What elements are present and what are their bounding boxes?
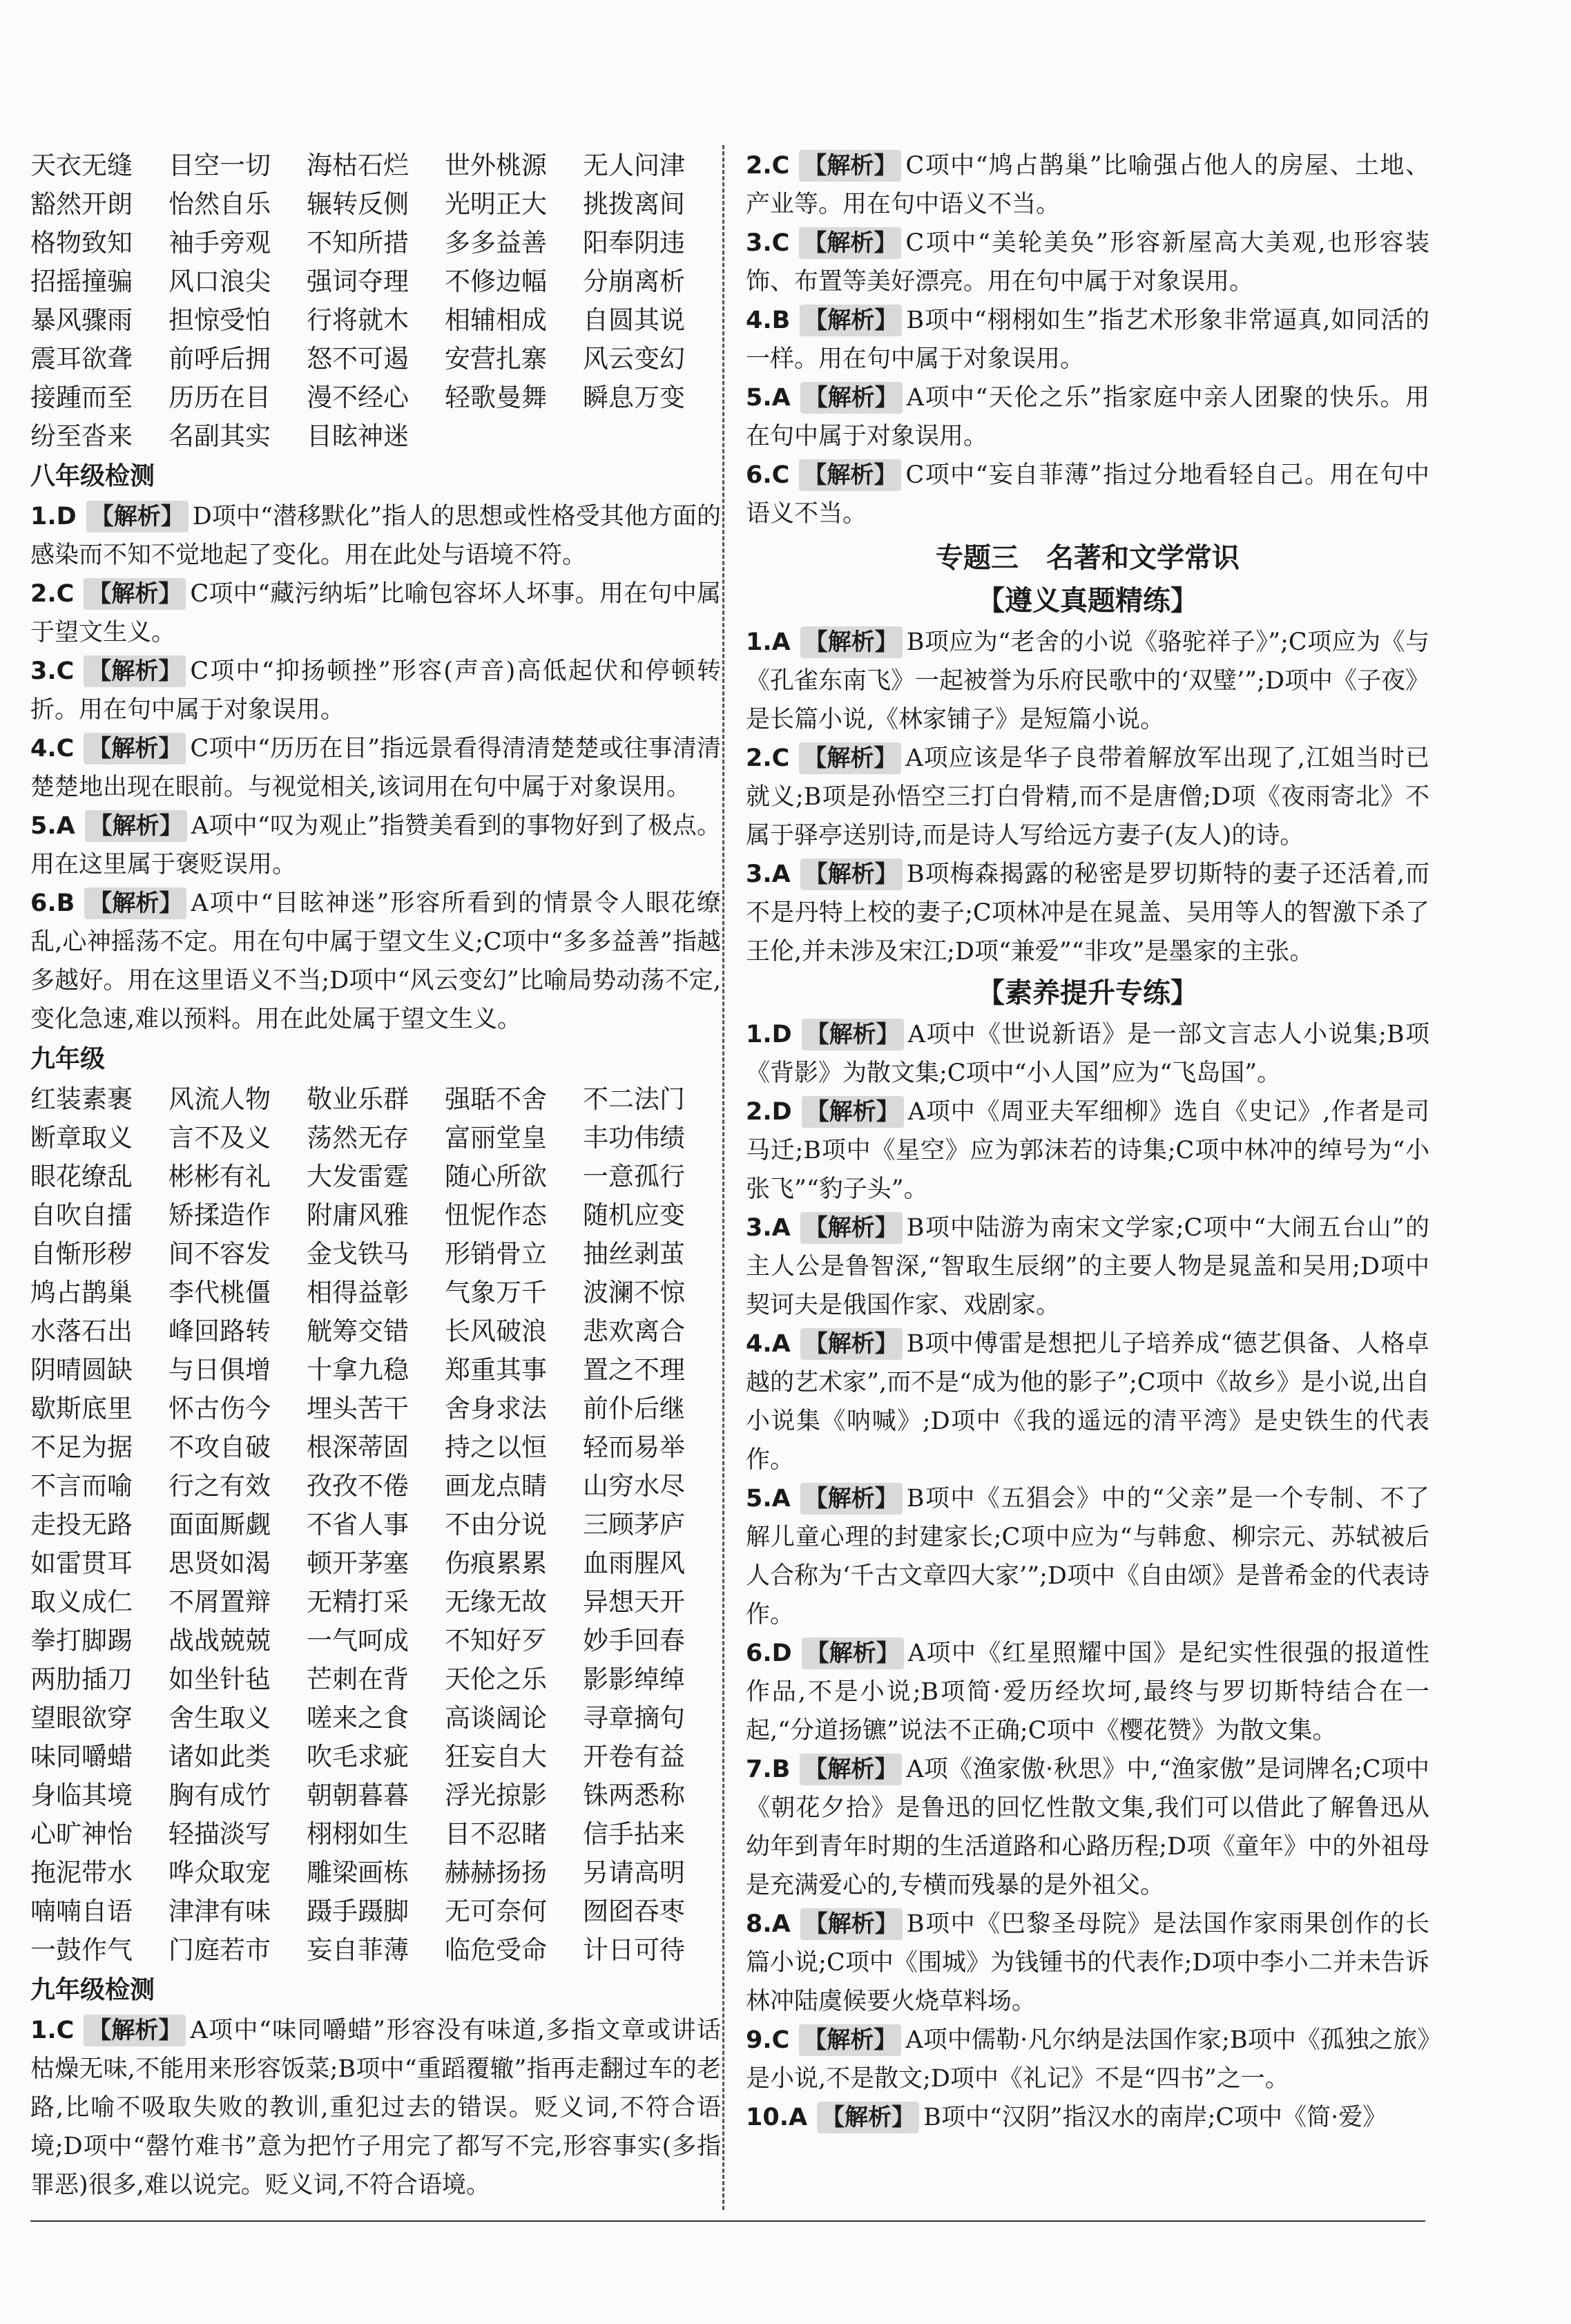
analysis-tag: 【解析】	[800, 1328, 903, 1360]
idiom-grid-grade8	[30, 146, 721, 456]
answer-item	[746, 1209, 1429, 1325]
idiom-cell: 临危受命	[445, 1935, 547, 1965]
idiom-cell: 另请高明	[583, 1858, 685, 1888]
idiom-cell: 不言而喻	[30, 1471, 133, 1501]
idiom-cell: 阴晴圆缺	[30, 1355, 133, 1385]
idiom-cell: 置之不理	[583, 1355, 685, 1385]
column-divider	[722, 145, 724, 2210]
answer-item	[30, 729, 721, 807]
idiom-cell: 豁然开朗	[30, 189, 133, 219]
idiom-cell: 妄自菲薄	[307, 1935, 409, 1965]
idiom-cell: 天伦之乐	[445, 1664, 547, 1694]
answer-number: 5.A	[30, 812, 75, 840]
idiom-cell: 荡然无存	[307, 1123, 409, 1153]
analysis-tag: 【解析】	[799, 742, 901, 774]
topic3-title: 专题三 名著和文学常识	[936, 542, 1240, 574]
idiom-cell: 舍生取义	[168, 1703, 271, 1733]
analysis-tag: 【解析】	[800, 382, 903, 414]
idiom-cell: 狂妄自大	[445, 1742, 547, 1771]
analysis-tag: 【解析】	[800, 858, 903, 890]
idiom-cell: 持之以恒	[445, 1432, 547, 1462]
idiom-cell: 接踵而至	[30, 383, 133, 412]
answer-text: A项中《世说新语》是一部文言志人小说集;B项《背影》为散文集;C项中“小人国”应为“飞岛国”。	[746, 1021, 1429, 1087]
analysis-tag: 【解析】	[799, 150, 901, 182]
grade9-answers-left	[30, 2011, 721, 2205]
answer-item	[30, 497, 721, 575]
left-column	[30, 146, 721, 2205]
idiom-cell: 栩栩如生	[307, 1819, 409, 1849]
answer-number: 6.D	[746, 1640, 792, 1667]
answer-number: 4.B	[746, 307, 791, 334]
idiom-cell: 浮光掠影	[445, 1780, 547, 1810]
idiom-cell: 赫赫扬扬	[445, 1858, 547, 1888]
idiom-cell: 寻章摘句	[583, 1703, 685, 1733]
idiom-cell: 不知所措	[307, 228, 409, 258]
idiom-cell: 波澜不惊	[583, 1278, 685, 1307]
answer-text: A项中“目眩神迷”形容所看到的情景令人眼花缭乱,心神摇荡不定。用在句中属于望文生义;C项中“多多益善”指越多越好。用在这里语义不当;D项中“风云变幻”比喻局势动荡不定,变化急速,难以预料。用在此处属于望文生义。	[30, 890, 721, 1033]
answer-number: 4.A	[746, 1330, 791, 1358]
idiom-cell: 不由分说	[445, 1510, 547, 1539]
answer-item	[746, 146, 1429, 224]
idiom-cell: 安营扎寨	[445, 344, 547, 374]
answer-text: C项中“妄自菲薄”指过分地看轻自己。用在句中语义不当。	[746, 461, 1429, 528]
idiom-cell: 前仆后继	[583, 1394, 685, 1423]
idiom-cell: 峰回路转	[168, 1316, 271, 1346]
idiom-cell: 如坐针毡	[168, 1664, 271, 1694]
answer-number: 6.B	[30, 890, 75, 917]
idiom-cell: 诸如此类	[168, 1742, 271, 1771]
idiom-cell: 海枯石烂	[307, 151, 409, 180]
answer-text: C项中“美轮美奂”形容新屋高大美观,也形容装饰、布置等美好漂亮。用在句中属于对象误用。	[746, 229, 1429, 296]
idiom-cell: 一意孤行	[583, 1162, 685, 1191]
answer-number: 4.C	[30, 735, 75, 762]
idiom-cell: 彬彬有礼	[168, 1162, 271, 1191]
idiom-cell: 十拿九稳	[307, 1355, 409, 1385]
idiom-cell: 眼花缭乱	[30, 1162, 133, 1191]
idiom-cell: 大发雷霆	[307, 1162, 409, 1191]
idiom-cell: 血雨腥风	[583, 1548, 685, 1578]
answer-item	[746, 1750, 1429, 1905]
idiom-cell: 不省人事	[307, 1510, 409, 1539]
idiom-cell: 计日可待	[583, 1935, 685, 1965]
answer-text: B项应为“老舍的小说《骆驼祥子》”;C项应为《与《孔雀东南飞》一起被誉为乐府民歌中的‘双璧’”;D项中《子夜》是长篇小说,《林家铺子》是短篇小说。	[746, 628, 1429, 733]
analysis-tag: 【解析】	[800, 626, 903, 658]
answer-number: 7.B	[746, 1756, 791, 1783]
idiom-cell: 开卷有益	[583, 1742, 685, 1771]
idiom-cell: 高谈阔论	[445, 1703, 547, 1733]
grade9-check-heading: 九年级检测	[30, 1976, 155, 2004]
grade8-answers	[30, 497, 721, 1039]
answer-text: B项中《巴黎圣母院》是法国作家雨果创作的长篇小说;C项中《围城》为钱锺书的代表作;D项中李小二并未告诉林冲陆虞候要火烧草料场。	[746, 1910, 1429, 2015]
idiom-cell: 怒不可遏	[307, 344, 409, 374]
idiom-cell: 影影绰绰	[583, 1664, 685, 1694]
answer-text: A项中“叹为观止”指赞美看到的事物好到了极点。用在这里属于褒贬误用。	[30, 812, 721, 878]
analysis-tag: 【解析】	[802, 1019, 904, 1050]
idiom-cell: 历历在目	[168, 383, 271, 412]
idiom-cell: 拳打脚踢	[30, 1626, 133, 1655]
idiom-cell: 孜孜不倦	[307, 1471, 409, 1501]
answer-number: 1.D	[746, 1021, 792, 1048]
answer-number: 3.C	[746, 229, 790, 257]
idiom-cell: 哗众取宠	[168, 1858, 271, 1888]
idiom-cell: 门庭若市	[168, 1935, 271, 1965]
idiom-cell: 担惊受怕	[168, 305, 271, 335]
idiom-cell: 前呼后拥	[168, 344, 271, 374]
idiom-cell: 舍身求法	[445, 1394, 547, 1423]
idiom-cell: 不屑置辩	[168, 1587, 271, 1617]
idiom-cell: 挑拨离间	[583, 189, 685, 219]
idiom-cell: 悲欢离合	[583, 1316, 685, 1346]
idiom-cell: 望眼欲穿	[30, 1703, 133, 1733]
idiom-cell: 多多益善	[445, 228, 547, 258]
answer-text: A项应该是华子良带着解放军出现了,江姐当时已就义;B项是孙悟空三打白骨精,而不是唐僧;D项《夜雨寄北》不属于驿亭送别诗,而是诗人写给远方妻子(友人)的诗。	[746, 745, 1429, 849]
idiom-cell: 相得益彰	[307, 1278, 409, 1307]
idiom-cell: 目不忍睹	[445, 1819, 547, 1849]
idiom-cell: 伤痕累累	[445, 1548, 547, 1578]
answer-item	[746, 623, 1429, 739]
answer-number: 2.D	[746, 1098, 792, 1126]
idiom-cell: 轻而易举	[583, 1432, 685, 1462]
idiom-cell: 言不及义	[168, 1123, 271, 1153]
idiom-cell: 嗟来之食	[307, 1703, 409, 1733]
idiom-cell: 歇斯底里	[30, 1394, 133, 1423]
idiom-cell: 不足为据	[30, 1432, 133, 1462]
answer-text: C项中“藏污纳垢”比喻包容坏人坏事。用在句中属于望文生义。	[30, 580, 721, 646]
answer-item	[746, 855, 1429, 971]
idiom-cell: 格物致知	[30, 228, 133, 258]
idiom-cell: 觥筹交错	[307, 1316, 409, 1346]
grade9-heading: 九年级	[30, 1045, 106, 1073]
idiom-cell: 附庸风雅	[307, 1200, 409, 1230]
answer-text: B项中“汉阴”指汉水的南岸;C项中《简·爱》	[923, 2104, 1387, 2131]
answer-item	[746, 1634, 1429, 1750]
idiom-cell: 吹毛求疵	[307, 1742, 409, 1771]
idiom-cell: 无缘无故	[445, 1587, 547, 1617]
idiom-cell: 芒刺在背	[307, 1664, 409, 1694]
idiom-cell: 暴风骤雨	[30, 305, 133, 335]
idiom-cell: 轻描淡写	[168, 1819, 271, 1849]
idiom-cell: 富丽堂皇	[445, 1123, 547, 1153]
idiom-cell: 朝朝暮暮	[307, 1780, 409, 1810]
answer-text: C项中“鸠占鹊巢”比喻强占他人的房屋、土地、产业等。用在句中语义不当。	[746, 152, 1429, 218]
zunyi-heading: 【遵义真题精练】	[977, 585, 1198, 617]
grade9-answers-right	[746, 146, 1429, 533]
idiom-cell: 喃喃自语	[30, 1896, 133, 1926]
idiom-cell: 目空一切	[168, 151, 271, 180]
idiom-cell: 身临其境	[30, 1780, 133, 1810]
idiom-cell: 思贤如渴	[168, 1548, 271, 1578]
idiom-cell: 一气呵成	[307, 1626, 409, 1655]
idiom-cell: 形销骨立	[445, 1239, 547, 1269]
answer-text: B项中傅雷是想把儿子培养成“德艺俱备、人格卓越的艺术家”,而不是“成为他的影子”;C项中《故乡》是小说,出自小说集《呐喊》;D项中《我的遥远的清平湾》是史铁生的代表作。	[746, 1330, 1429, 1474]
idiom-cell: 红装素裹	[30, 1084, 133, 1114]
analysis-tag: 【解析】	[817, 2102, 919, 2133]
answer-item	[746, 1479, 1429, 1634]
idiom-cell: 分崩离析	[583, 267, 685, 296]
answer-number: 10.A	[746, 2104, 808, 2131]
analysis-tag: 【解析】	[799, 227, 901, 259]
idiom-cell: 自惭形秽	[30, 1239, 133, 1269]
idiom-grid-grade9	[30, 1080, 721, 1970]
idiom-cell: 风流人物	[168, 1084, 271, 1114]
idiom-cell: 与日俱增	[168, 1355, 271, 1385]
answer-text: A项中《红星照耀中国》是纪实性很强的报道性作品,不是小说;B项简·爱历经坎坷,最终与罗切斯特结合在一起,“分道扬镳”说法不正确;C项中《樱花赞》为散文集。	[746, 1640, 1429, 1745]
idiom-cell: 水落石出	[30, 1316, 133, 1346]
answer-number: 2.C	[746, 745, 790, 772]
idiom-cell: 心旷神怡	[30, 1819, 133, 1849]
analysis-tag: 【解析】	[85, 810, 187, 842]
suyang-heading: 【素养提升专练】	[977, 977, 1198, 1009]
answer-item	[746, 456, 1429, 533]
answer-item	[30, 575, 721, 652]
analysis-tag: 【解析】	[802, 1096, 904, 1128]
idiom-cell: 丰功伟绩	[583, 1123, 685, 1153]
idiom-cell: 蹑手蹑脚	[307, 1896, 409, 1926]
idiom-cell: 长风破浪	[445, 1316, 547, 1346]
idiom-cell: 异想天开	[583, 1587, 685, 1617]
idiom-cell: 瞬息万变	[583, 383, 685, 412]
idiom-cell: 顿开茅塞	[307, 1548, 409, 1578]
idiom-cell: 轻歌曼舞	[445, 383, 547, 412]
answer-number: 1.D	[30, 503, 77, 530]
idiom-cell: 不二法门	[583, 1084, 685, 1114]
idiom-cell: 强词夺理	[307, 267, 409, 296]
idiom-cell: 金戈铁马	[307, 1239, 409, 1269]
zunyi-answers	[746, 623, 1429, 971]
idiom-cell: 铢两悉称	[583, 1780, 685, 1810]
suyang-answers	[746, 1015, 1429, 2137]
idiom-cell: 光明正大	[445, 189, 547, 219]
idiom-cell: 不修边幅	[445, 267, 547, 296]
analysis-tag: 【解析】	[84, 2015, 186, 2046]
idiom-cell: 断章取义	[30, 1123, 133, 1153]
answer-item	[746, 378, 1429, 456]
analysis-tag: 【解析】	[800, 305, 902, 336]
idiom-cell: 袖手旁观	[168, 228, 271, 258]
idiom-cell: 两肋插刀	[30, 1664, 133, 1694]
idiom-cell: 李代桃僵	[168, 1278, 271, 1307]
idiom-cell: 取义成仁	[30, 1587, 133, 1617]
idiom-cell: 随心所欲	[445, 1162, 547, 1191]
answer-item	[746, 1093, 1429, 1209]
answer-number: 1.C	[30, 2017, 75, 2044]
answer-item	[746, 739, 1429, 855]
answer-text: B项中陆游为南宋文学家;C项中“大闹五台山”的主人公是鲁智深,“智取生辰纲”的主要人物是晁盖和吴用;D项中契诃夫是俄国作家、戏剧家。	[746, 1214, 1429, 1319]
answer-text: A项中“天伦之乐”指家庭中亲人团聚的快乐。用在句中属于对象误用。	[746, 384, 1429, 450]
idiom-cell: 津津有味	[168, 1896, 271, 1926]
answer-item	[30, 884, 721, 1039]
idiom-cell: 郑重其事	[445, 1355, 547, 1385]
answer-text: B项中《五猖会》中的“父亲”是一个专制、不了解儿童心理的封建家长;C项中应为“与韩愈、柳宗元、苏轼被后人合称为‘千古文章四大家’”;D项中《自由颂》是普希金的代表诗作。	[746, 1485, 1429, 1629]
idiom-cell: 拖泥带水	[30, 1858, 133, 1888]
answer-number: 2.C	[30, 580, 75, 608]
answer-number: 5.A	[746, 1485, 791, 1512]
answer-number: 2.C	[746, 152, 790, 180]
idiom-cell: 自圆其说	[583, 305, 685, 335]
idiom-cell: 走投无路	[30, 1510, 133, 1539]
idiom-cell: 世外桃源	[445, 151, 547, 180]
idiom-cell: 辗转反侧	[307, 189, 409, 219]
answer-item	[746, 1905, 1429, 2021]
analysis-tag: 【解析】	[800, 1754, 902, 1785]
answer-item	[746, 1015, 1429, 1093]
idiom-cell: 根深蒂固	[307, 1432, 409, 1462]
bottom-rule	[30, 2220, 1425, 2222]
analysis-tag: 【解析】	[84, 578, 186, 610]
idiom-cell: 味同嚼蜡	[30, 1742, 133, 1771]
idiom-cell: 画龙点睛	[445, 1471, 547, 1501]
answer-item	[30, 652, 721, 729]
analysis-tag: 【解析】	[800, 1212, 903, 1244]
idiom-cell: 行将就木	[307, 305, 409, 335]
answer-number: 1.A	[746, 628, 791, 656]
idiom-cell: 风云变幻	[583, 344, 685, 374]
answer-text: B项梅森揭露的秘密是罗切斯特的妻子还活着,而不是丹特上校的妻子;C项林冲是在晁盖、吴用等人的智激下杀了王伦,并未涉及宋江;D项“兼爱”“非攻”是墨家的主张。	[746, 861, 1429, 966]
idiom-cell: 纷至沓来	[30, 421, 133, 451]
analysis-tag: 【解析】	[799, 459, 901, 491]
answer-text: D项中“潜移默化”指人的思想或性格受其他方面的感染而不知不觉地起了变化。用在此处与语境不符。	[30, 503, 721, 569]
answer-item	[30, 2011, 721, 2205]
idiom-cell: 雕梁画栋	[307, 1858, 409, 1888]
idiom-cell: 面面厮觑	[168, 1510, 271, 1539]
answer-number: 3.C	[30, 657, 75, 685]
idiom-cell: 妙手回春	[583, 1626, 685, 1655]
idiom-cell: 如雷贯耳	[30, 1548, 133, 1578]
analysis-tag: 【解析】	[84, 887, 186, 919]
idiom-cell: 怡然自乐	[168, 189, 271, 219]
answer-item	[746, 2021, 1429, 2098]
idiom-cell: 鸠占鹊巢	[30, 1278, 133, 1307]
idiom-cell: 间不容发	[168, 1239, 271, 1269]
answer-item	[746, 224, 1429, 301]
answer-number: 5.A	[746, 384, 791, 412]
answer-number: 8.A	[746, 1910, 791, 1938]
idiom-cell: 自吹自擂	[30, 1200, 133, 1230]
answer-text: A项中“味同嚼蜡”形容没有味道,多指文章或讲话枯燥无味,不能用来形容饭菜;B项中“重蹈覆辙”指再走翻过车的老路,比喻不吸取失败的教训,重犯过去的错误。贬义词,不符合语境;D项中“罄竹难书”意为把竹子用完了都写不完,形容事实(多指罪恶)很多,难以说完。贬义词,不符合语境。	[30, 2017, 721, 2199]
analysis-tag: 【解析】	[802, 1638, 904, 1669]
idiom-cell: 埋头苦干	[307, 1394, 409, 1423]
idiom-cell: 无人问津	[583, 151, 685, 180]
idiom-cell: 一鼓作气	[30, 1935, 133, 1965]
analysis-tag: 【解析】	[800, 1908, 903, 1940]
answer-text: A项《渔家傲·秋思》中,“渔家傲”是词牌名;C项中《朝花夕拾》是鲁迅的回忆性散文集,我们可以借此了解鲁迅从幼年到青年时期的生活道路和心路历程;D项《童年》中的外祖母是充满爱心的,专横而残暴的是外祖父。	[746, 1756, 1429, 1899]
analysis-tag: 【解析】	[84, 655, 186, 687]
answer-text: C项中“抑扬顿挫”形容(声音)高低起伏和停顿转折。用在句中属于对象误用。	[30, 657, 721, 724]
idiom-cell: 目眩神迷	[307, 421, 409, 451]
idiom-cell: 随机应变	[583, 1200, 685, 1230]
idiom-cell: 山穷水尽	[583, 1471, 685, 1501]
answer-item	[746, 2098, 1429, 2137]
idiom-cell: 气象万千	[445, 1278, 547, 1307]
idiom-cell: 风口浪尖	[168, 267, 271, 296]
answer-number: 3.A	[746, 861, 791, 888]
idiom-cell: 抽丝剥茧	[583, 1239, 685, 1269]
answer-text: A项中《周亚夫军细柳》选自《史记》,作者是司马迁;B项中《星空》应为郭沫若的诗集;C项中林冲的绰号为“小张飞”“豹子头”。	[746, 1098, 1429, 1203]
answer-text: A项中儒勒·凡尔纳是法国作家;B项中《孤独之旅》是小说,不是散文;D项中《礼记》不是“四书”之一。	[746, 2026, 1429, 2093]
answer-item	[30, 807, 721, 884]
grade8-check-heading: 八年级检测	[30, 462, 155, 490]
answer-number: 9.C	[746, 2026, 790, 2054]
idiom-cell: 震耳欲聋	[30, 344, 133, 374]
idiom-cell: 矫揉造作	[168, 1200, 271, 1230]
answer-number: 6.C	[746, 461, 790, 489]
answer-item	[746, 1325, 1429, 1479]
idiom-cell: 行之有效	[168, 1471, 271, 1501]
answer-item	[746, 301, 1429, 378]
analysis-tag: 【解析】	[84, 733, 186, 765]
idiom-cell: 胸有成竹	[168, 1780, 271, 1810]
idiom-cell: 囫囵吞枣	[583, 1896, 685, 1926]
idiom-cell: 相辅相成	[445, 305, 547, 335]
idiom-cell: 三顾茅庐	[583, 1510, 685, 1539]
idiom-cell: 无精打采	[307, 1587, 409, 1617]
idiom-cell: 招摇撞骗	[30, 267, 133, 296]
idiom-cell: 战战兢兢	[168, 1626, 271, 1655]
idiom-cell: 信手拈来	[583, 1819, 685, 1849]
idiom-cell: 漫不经心	[307, 383, 409, 412]
idiom-cell: 敬业乐群	[307, 1084, 409, 1114]
idiom-cell: 怀古伤今	[168, 1394, 271, 1423]
idiom-cell: 无可奈何	[445, 1896, 547, 1926]
right-column	[746, 146, 1429, 2137]
idiom-cell: 不攻自破	[168, 1432, 271, 1462]
analysis-tag: 【解析】	[799, 2024, 901, 2056]
idiom-cell: 忸怩作态	[445, 1200, 547, 1230]
idiom-cell: 阳奉阴违	[583, 228, 685, 258]
analysis-tag: 【解析】	[800, 1483, 903, 1515]
idiom-cell: 不知好歹	[445, 1626, 547, 1655]
answer-number: 3.A	[746, 1214, 791, 1242]
answer-text: B项中“栩栩如生”指艺术形象非常逼真,如同活的一样。用在句中属于对象误用。	[746, 307, 1429, 373]
analysis-tag: 【解析】	[86, 501, 189, 532]
answer-text: C项中“历历在目”指远景看得清清楚楚或往事清清楚楚地出现在眼前。与视觉相关,该词用在句中属于对象误用。	[30, 735, 721, 801]
idiom-cell: 名副其实	[168, 421, 271, 451]
idiom-cell: 强聒不舍	[445, 1084, 547, 1114]
idiom-cell: 天衣无缝	[30, 151, 133, 180]
